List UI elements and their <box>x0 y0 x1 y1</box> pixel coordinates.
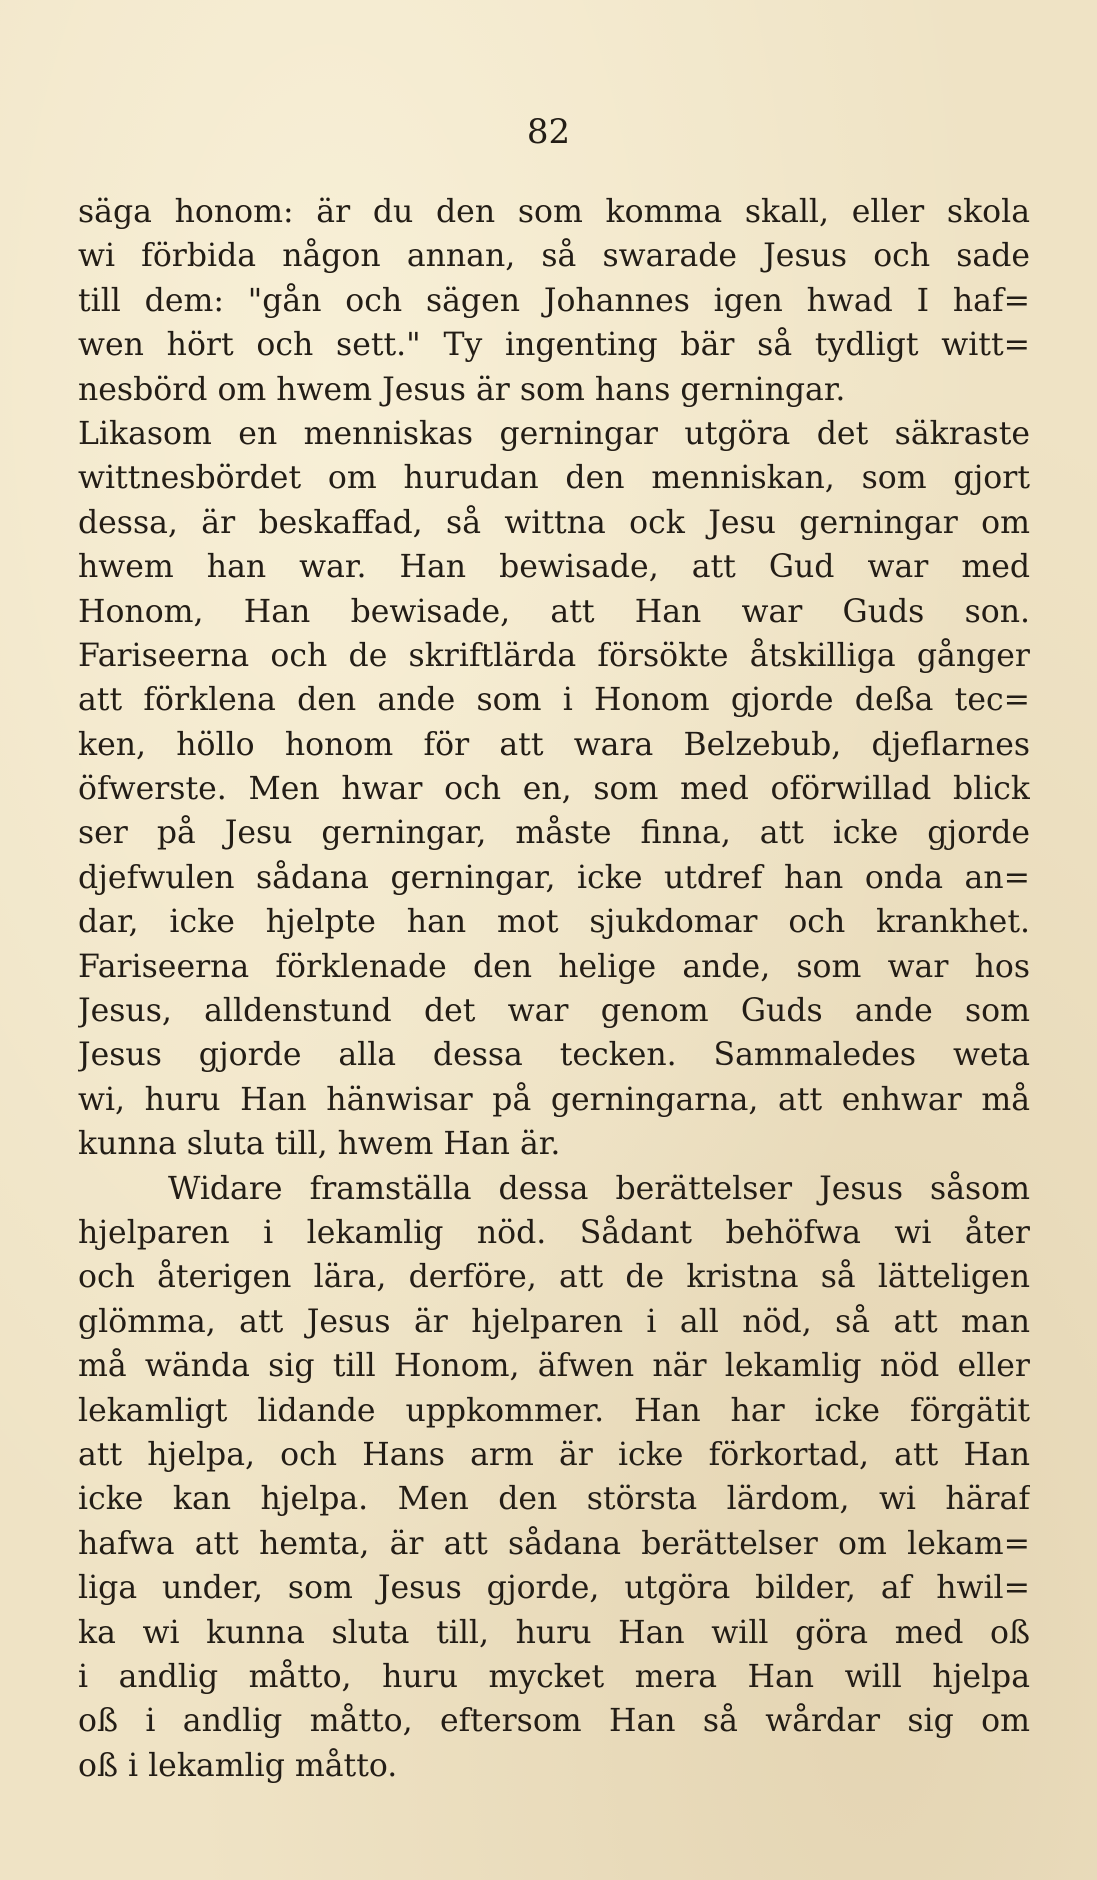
text-line: öfwerste. Men hwar och en, som med oförwillad blick <box>78 771 1030 808</box>
text-line: oß i lekamlig måtto. <box>78 1747 398 1784</box>
text-line: liga under, som Jesus gjorde, utgöra bilder, af hwil= <box>78 1570 1030 1607</box>
text-line: hwem han war. Han bewisade, att Gud war med <box>78 549 1030 586</box>
text-line: wen hört och sett." Ty ingenting bär så tydligt witt= <box>78 327 1030 364</box>
text-line: lekamligt lidande uppkommer. Han har icke förgätit <box>78 1392 1030 1429</box>
text-line: att förklena den ande som i Honom gjorde deßa tec= <box>78 682 1030 719</box>
text-line: icke kan hjelpa. Men den största lärdom, wi häraf <box>78 1481 1030 1518</box>
text-line: att hjelpa, och Hans arm är icke förkortad, att Han <box>78 1436 1030 1473</box>
text-line: till dem: "gån och sägen Johannes igen hwad I haf= <box>78 282 1030 319</box>
text-line: säga honom: är du den som komma skall, eller skola <box>78 194 1030 230</box>
text-line: Likasom en menniskas gerningar utgöra det säkraste <box>78 415 1030 452</box>
text-line: ser på Jesu gerningar, måste finna, att icke gjorde <box>78 815 1030 852</box>
text-line: dessa, är beskaffad, så wittna ock Jesu gerningar om <box>78 504 1030 541</box>
text-line: wittnesbördet om hurudan den menniskan, som gjort <box>78 460 1030 497</box>
text-line: Fariseerna och de skriftlärda försökte åtskilliga gånger <box>78 637 1030 674</box>
text-line: glömma, att Jesus är hjelparen i all nöd, så att man <box>78 1303 1030 1340</box>
text-line: hafwa att hemta, är att sådana berättelser om lekam= <box>78 1525 1030 1562</box>
text-line: Fariseerna förklenade den helige ande, som war hos <box>78 948 1030 985</box>
page-number: 82 <box>526 112 571 152</box>
text-line: dar, icke hjelpte han mot sjukdomar och krankhet. <box>78 904 1030 941</box>
text-line: wi förbida någon annan, så swarade Jesus och sade <box>78 238 1030 275</box>
text-line: Honom, Han bewisade, att Han war Guds son. <box>78 593 1030 630</box>
text-line: oß i andlig måtto, eftersom Han så wårdar sig om <box>78 1703 1030 1740</box>
text-line: Jesus gjorde alla dessa tecken. Sammaledes weta <box>78 1037 1030 1074</box>
text-line: djefwulen sådana gerningar, icke utdref han onda an= <box>78 859 1030 896</box>
text-line: ka wi kunna sluta till, huru Han will göra med oß <box>78 1614 1030 1651</box>
text-line: wi, huru Han hänwisar på gerningarna, att enhwar må <box>78 1081 1030 1118</box>
text-line: Widare framställa dessa berättelser Jesus såsom <box>168 1170 1030 1207</box>
text-line: må wända sig till Honom, äfwen när lekamlig nöd eller <box>78 1348 1030 1385</box>
text-line: och återigen lära, derföre, att de kristna så lätteligen <box>78 1259 1030 1296</box>
text-line: ken, höllo honom för att wara Belzebub, djeflarnes <box>78 726 1030 763</box>
text-line: hjelparen i lekamlig nöd. Sådant behöfwa wi åter <box>78 1214 1030 1251</box>
text-line: i andlig måtto, huru mycket mera Han will hjelpa <box>78 1658 1030 1695</box>
text-line: nesbörd om hwem Jesus är som hans gerningar. <box>78 371 846 408</box>
text-line: kunna sluta till, hwem Han är. <box>78 1126 561 1163</box>
body-text <box>78 190 1030 1788</box>
text-line: Jesus, alldenstund det war genom Guds ande som <box>78 993 1030 1030</box>
